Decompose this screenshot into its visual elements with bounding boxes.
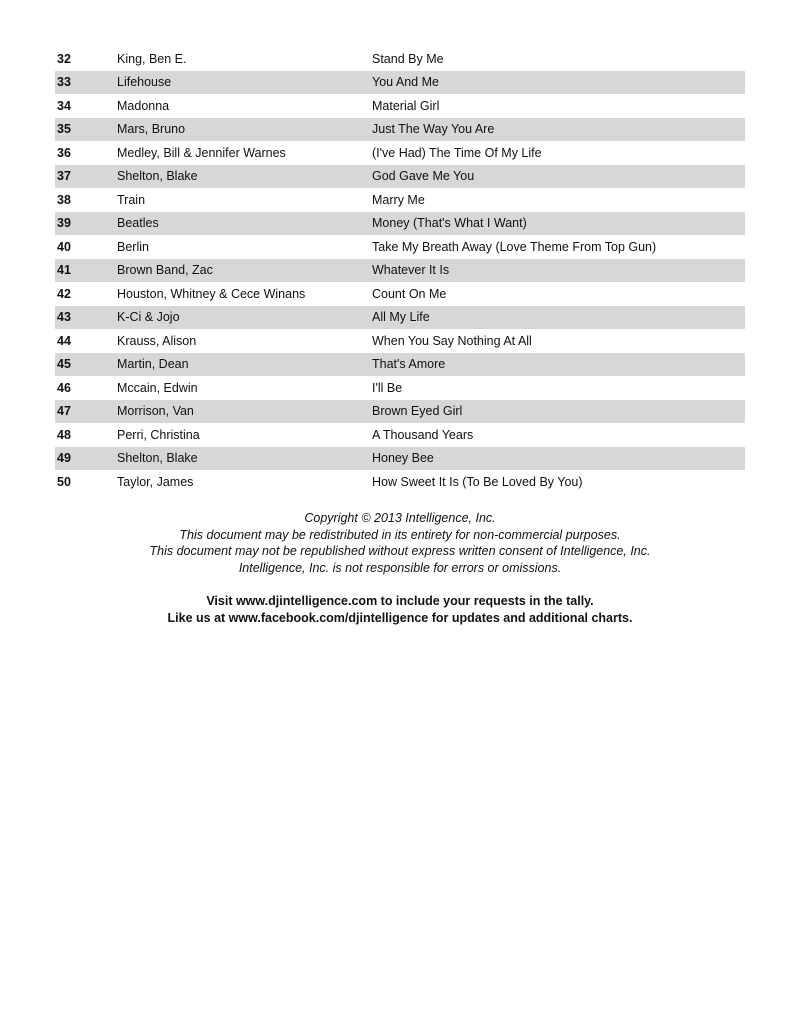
table-row [55,141,745,165]
table-row [55,188,745,212]
artist-cell: Shelton, Blake [117,169,198,183]
title-cell: Honey Bee [372,451,434,465]
artist-cell: Beatles [117,216,159,230]
artist-cell: King, Ben E. [117,51,187,66]
table-row [55,118,745,142]
rank-cell: 46 [57,380,71,395]
table-row [55,423,745,447]
artist-cell: Mccain, Edwin [117,380,198,395]
title-cell: Marry Me [372,192,425,207]
table-row [55,235,745,259]
artist-cell: Martin, Dean [117,357,189,371]
artist-cell: Shelton, Blake [117,451,198,465]
artist-cell: Medley, Bill & Jennifer Warnes [117,145,286,160]
table-row [55,47,745,71]
title-cell: Whatever It Is [372,263,450,277]
rank-cell: 47 [57,404,71,418]
rank-cell: 45 [57,357,71,371]
title-cell: Brown Eyed Girl [372,404,463,418]
document-footer [0,510,800,626]
table-row [55,353,745,377]
table-row [55,212,745,236]
rank-cell: 50 [57,474,71,489]
artist-cell: Morrison, Van [117,404,194,418]
table-row [55,259,745,283]
title-cell: You And Me [372,75,439,89]
table-row [55,71,745,95]
redistribution-notice: This document may be redistributed in its entirety for non-commercial purposes. [179,527,621,542]
facebook-notice: Like us at www.facebook.com/djintelligence for updates and additional charts. [167,610,633,625]
title-cell: When You Say Nothing At All [372,333,532,348]
table-row [55,400,745,424]
rank-cell: 44 [57,333,71,348]
title-cell: A Thousand Years [372,427,474,442]
title-cell: God Gave Me You [372,169,475,183]
artist-cell: Houston, Whitney & Cece Winans [117,286,306,301]
artist-cell: K-Ci & Jojo [117,310,180,324]
rank-cell: 42 [57,286,71,301]
title-cell: How Sweet It Is (To Be Loved By You) [372,474,583,489]
artist-cell: Brown Band, Zac [117,263,213,277]
table-row [55,94,745,118]
title-cell: Just The Way You Are [372,122,495,136]
visit-website-notice: Visit www.djintelligence.com to include your requests in the tally. [206,594,594,608]
artist-cell: Madonna [117,98,170,113]
title-cell: Stand By Me [372,51,444,66]
title-cell: All My Life [372,310,430,324]
title-cell: (I've Had) The Time Of My Life [372,145,542,160]
footer-spacer [0,576,800,593]
artist-cell: Perri, Christina [117,427,200,442]
artist-cell: Mars, Bruno [117,122,186,136]
responsibility-notice: Intelligence, Inc. is not responsible for errors or omissions. [238,560,562,575]
copyright-notice: Copyright © 2013 Intelligence, Inc. [304,511,496,525]
title-cell: That's Amore [372,357,446,371]
table-row [55,306,745,330]
title-cell: Count On Me [372,286,447,301]
rank-cell: 35 [57,122,71,136]
table-row [55,329,745,353]
republish-notice: This document may not be republished without express written consent of Intelligence, Inc. [149,544,651,558]
artist-cell: Lifehouse [117,75,172,89]
artist-cell: Train [117,192,146,207]
artist-cell: Krauss, Alison [117,333,197,348]
table-row [55,470,745,494]
title-cell: Take My Breath Away (Love Theme From Top Gun) [372,239,657,254]
rank-cell: 33 [57,75,71,89]
rank-cell: 39 [57,216,71,230]
rank-cell: 43 [57,310,71,324]
title-cell: Material Girl [372,98,440,113]
title-cell: I'll Be [372,380,403,395]
title-cell: Money (That's What I Want) [372,216,527,230]
rank-cell: 40 [57,239,71,254]
table-row [55,447,745,471]
song-list-table [55,47,745,494]
rank-cell: 36 [57,145,71,160]
table-row [55,282,745,306]
artist-cell: Taylor, James [117,474,194,489]
rank-cell: 49 [57,451,71,465]
rank-cell: 37 [57,169,71,183]
artist-cell: Berlin [117,239,149,254]
table-row [55,165,745,189]
rank-cell: 32 [57,51,71,66]
table-row [55,376,745,400]
rank-cell: 48 [57,427,71,442]
rank-cell: 34 [57,98,71,113]
rank-cell: 41 [57,263,71,277]
rank-cell: 38 [57,192,71,207]
